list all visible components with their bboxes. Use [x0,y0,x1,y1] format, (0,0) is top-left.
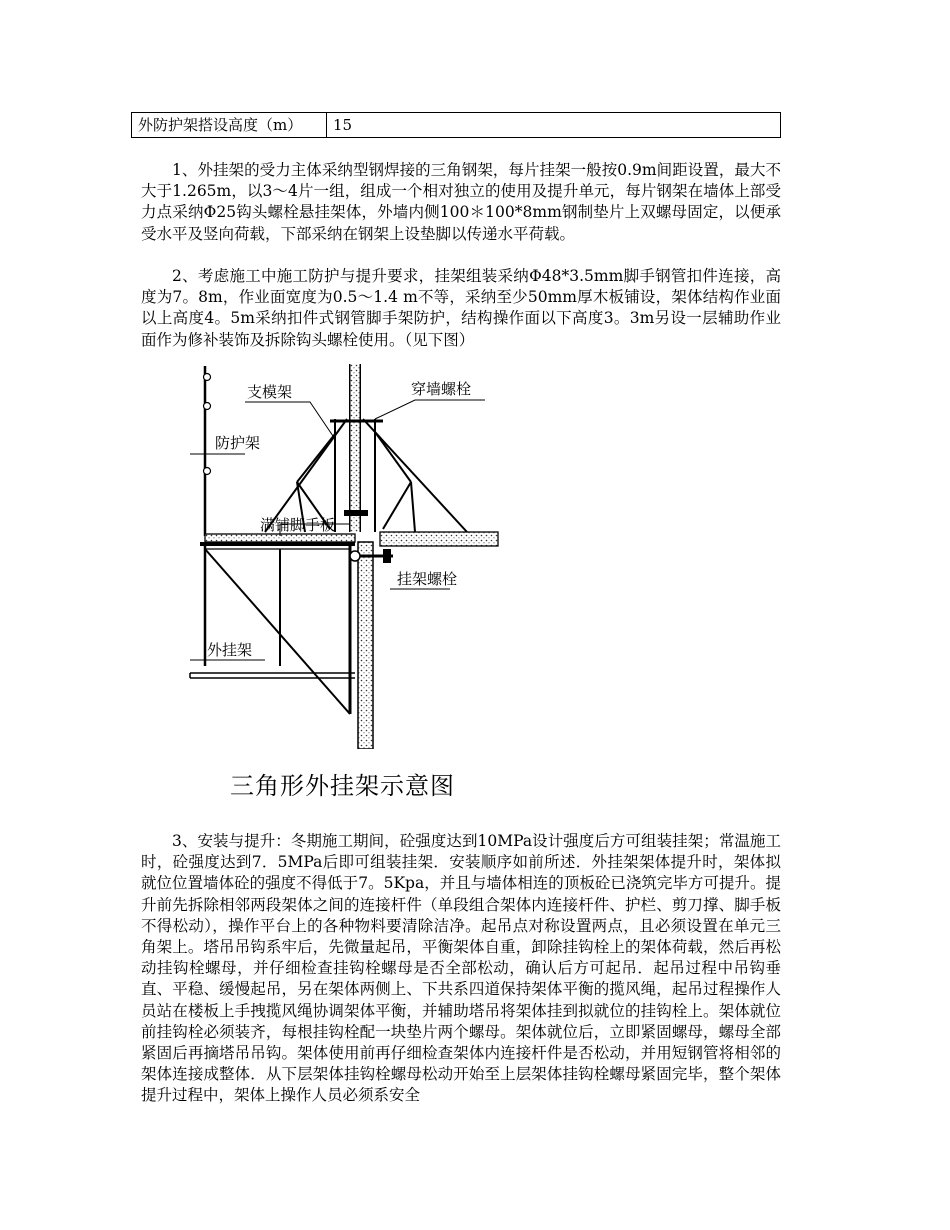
guard-frame [204,366,211,536]
figure-caption: 三角形外挂架示意图 [230,772,455,800]
table-cell-label: 外防护架搭设高度（m） [132,113,327,138]
triangle-frame-diagram [185,364,515,749]
label-outer-frame: 外挂架 [207,641,253,659]
spec-table [131,112,781,138]
floor-slab [380,532,498,546]
label-guard-frame: 防护架 [215,434,261,452]
paragraph-2: 2、考虑施工中施工防护与提升要求，挂架组装采纳Φ48*3.5mm脚手钢管扣件连接，高度为7。8m，作业面宽度为0.5～1.4 m不等，采纳至少50mm厚木板铺设，架体结构作业面以上高度4。5m采纳扣件式钢管脚手架防护，结构操作面以下高度3。3m另设一层辅助作业面作为修补装饰及拆除钩头螺栓使用。（见下图） [141,267,781,349]
label-hanger-bolt: 挂架螺栓 [397,570,458,588]
outer-hanging-frame [190,542,355,714]
label-wall-bolt: 穿墙螺栓 [411,380,472,398]
label-formwork: 支模架 [247,383,293,401]
table-cell-value: 15 [327,113,781,138]
paragraph-3: 3、安装与提升：冬期施工期间，砼强度达到10MPa设计强度后方可组装挂架；常温施工时，砼强度达到7．5MPa后即可组装挂架．安装顺序如前所述．外挂架架体提升时，架体拟就位位置墙体砼的强度不得低于7。5Kpa，并且与墙体相连的顶板砼已浇筑完毕方可提升。提升前先拆除相邻两段架体之间的连接杆件（单段组合架体内连接杆件、护栏、剪刀撑、脚手板不得松动），操作平台上的各种物料要清除洁净。起吊点对称设置两点，且必须设置在单元三角架上。塔吊吊钩系牢后，先微量起吊，平衡架体自重，卸除挂钩栓上的架体荷载，然后再松动挂钩栓螺母，并仔细检查挂钩栓螺母是否全部松动，确认后方可起吊．起吊过程中吊钩垂直、平稳、缓慢起吊，另在架体两侧上、下共系四道保持架体平衡的揽风绳，起吊过程操作人员站在楼板上手拽揽风绳协调架体平衡，并辅助塔吊将架体挂到拟就位的挂钩栓上。架体就位前挂钩栓必须装齐，每根挂钩栓配一块垫片两个螺母。架体就位后，立即紧固螺母，螺母全部紧固后再摘塔吊吊钩。架体使用前再仔细检查架体内连接杆件是否松动，并用短钢管将相邻的架体连接成整体．从下层架体挂钩栓螺母松动开始至上层架体挂钩栓螺母紧固完毕，整个架体提升过程中，架体上操作人员必须系安全 [141,832,781,1105]
label-scaffold-board: 满铺脚手板 [260,516,336,534]
paragraph-1: 1、外挂架的受力主体采纳型钢焊接的三角钢架，每片挂架一般按0.9m间距设置，最大不大于1.265m，以3～4片一组，组成一个相对独立的使用及提升单元，每片钢架在墙体上部受力点采纳Φ25钩头螺栓悬挂架体，外墙内侧100＊100*8mm钢制垫片上双螺母固定，以便承受水平及竖向荷载，下部采纳在钢架上设垫脚以传递水平荷载。 [141,161,781,243]
table-row [132,113,781,138]
